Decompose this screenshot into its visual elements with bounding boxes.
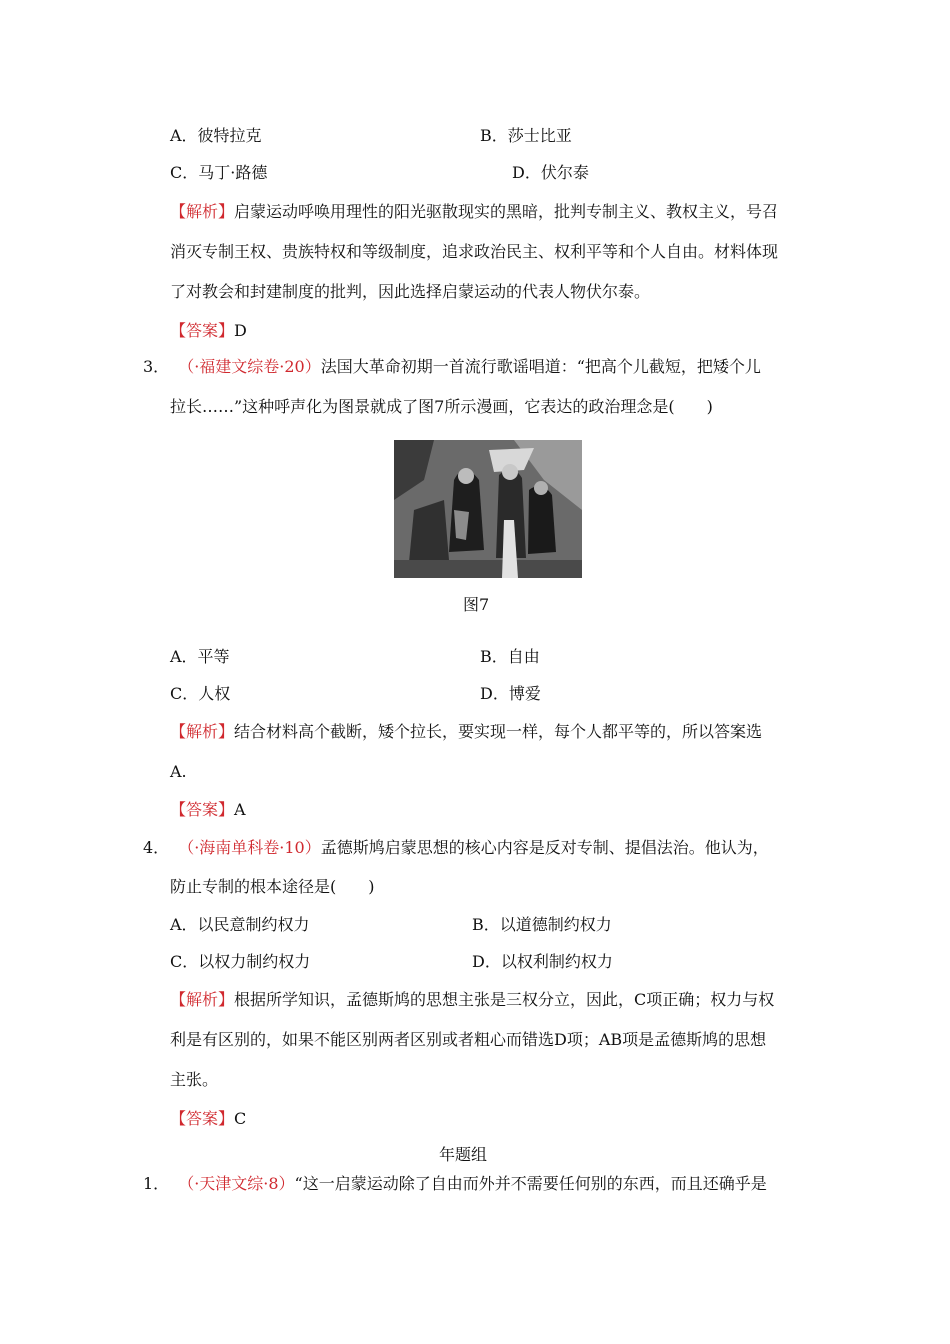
analysis-text: 结合材料高个截断，矮个拉长，要实现一样，每个人都平等的，所以答案选	[234, 722, 763, 741]
q2-analysis-line-2: 消灭专制王权、贵族特权和等级制度，追求政治民主、权利平等和个人自由。材料体现	[170, 242, 779, 261]
analysis-tag: 【解析】	[170, 202, 235, 221]
analysis-tag: 【解析】	[170, 722, 235, 741]
q3-analysis-line-1	[170, 722, 762, 742]
q2-option-d: D．伏尔泰	[512, 163, 589, 182]
q3-stem-line-1	[143, 357, 761, 377]
q3-stem-line-2: 拉长……”这种呼声化为图景就成了图7所示漫画，它表达的政治理念是( )	[170, 397, 713, 416]
question-number: 4．	[143, 838, 170, 857]
question-source: （·天津文综·8）	[178, 1174, 295, 1193]
q4-analysis-line-3: 主张。	[170, 1070, 219, 1089]
question-stem: 孟德斯鸠启蒙思想的核心内容是反对专制、提倡法治。他认为，	[320, 838, 769, 857]
q3-option-d: D．博爱	[480, 684, 541, 703]
section-title: 年题组	[439, 1145, 488, 1164]
q2-analysis-line-1	[170, 202, 778, 222]
q4-stem-line-2: 防止专制的根本途径是( )	[170, 877, 375, 896]
q2-option-a: A．彼特拉克	[170, 126, 262, 145]
q4-analysis-line-1	[170, 990, 774, 1010]
question-number: 3．	[143, 357, 170, 376]
q1-stem-line-1	[143, 1174, 767, 1194]
q3-analysis-line-2: A.	[170, 762, 187, 781]
q4-answer	[170, 1109, 246, 1129]
q2-option-b: B．莎士比亚	[480, 126, 572, 145]
answer-tag: 【答案】	[170, 1109, 235, 1128]
q2-answer	[170, 321, 247, 341]
answer-value: D	[234, 321, 247, 340]
q3-option-a: A．平等	[170, 647, 230, 666]
q4-option-b: B．以道德制约权力	[472, 915, 612, 934]
q4-option-d: D．以权利制约权力	[472, 952, 613, 971]
analysis-tag: 【解析】	[170, 990, 235, 1009]
question-source: （·海南单科卷·10）	[178, 838, 321, 857]
question-number: 1．	[143, 1174, 170, 1193]
q4-stem-line-1	[143, 838, 769, 858]
q3-answer	[170, 800, 246, 820]
q2-option-c: C．马丁·路德	[170, 163, 268, 182]
analysis-text: 根据所学知识，孟德斯鸠的思想主张是三权分立，因此，C项正确；权力与权	[234, 990, 775, 1009]
q4-analysis-line-2: 利是有区别的，如果不能区别两者区别或者粗心而错选D项；AB项是孟德斯鸠的思想	[170, 1030, 767, 1049]
answer-tag: 【答案】	[170, 321, 235, 340]
answer-value: C	[234, 1109, 247, 1128]
q3-option-b: B．自由	[480, 647, 540, 666]
answer-tag: 【答案】	[170, 800, 235, 819]
figure-7-cartoon	[394, 440, 582, 578]
q4-option-c: C．以权力制约权力	[170, 952, 311, 971]
question-stem: 法国大革命初期一首流行歌谣唱道：“把高个儿截短，把矮个儿	[320, 357, 761, 376]
question-source: （·福建文综卷·20）	[178, 357, 321, 376]
analysis-text: 启蒙运动呼唤用理性的阳光驱散现实的黑暗，批判专制主义、教权主义，号召	[234, 202, 779, 221]
question-stem: “这一启蒙运动除了自由而外并不需要任何别的东西，而且还确乎是	[294, 1174, 767, 1193]
q4-option-a: A．以民意制约权力	[170, 915, 310, 934]
answer-value: A	[234, 800, 246, 819]
figure-caption: 图7	[463, 595, 490, 614]
q2-analysis-line-3: 了对教会和封建制度的批判，因此选择启蒙运动的代表人物伏尔泰。	[170, 282, 651, 301]
q3-option-c: C．人权	[170, 684, 231, 703]
